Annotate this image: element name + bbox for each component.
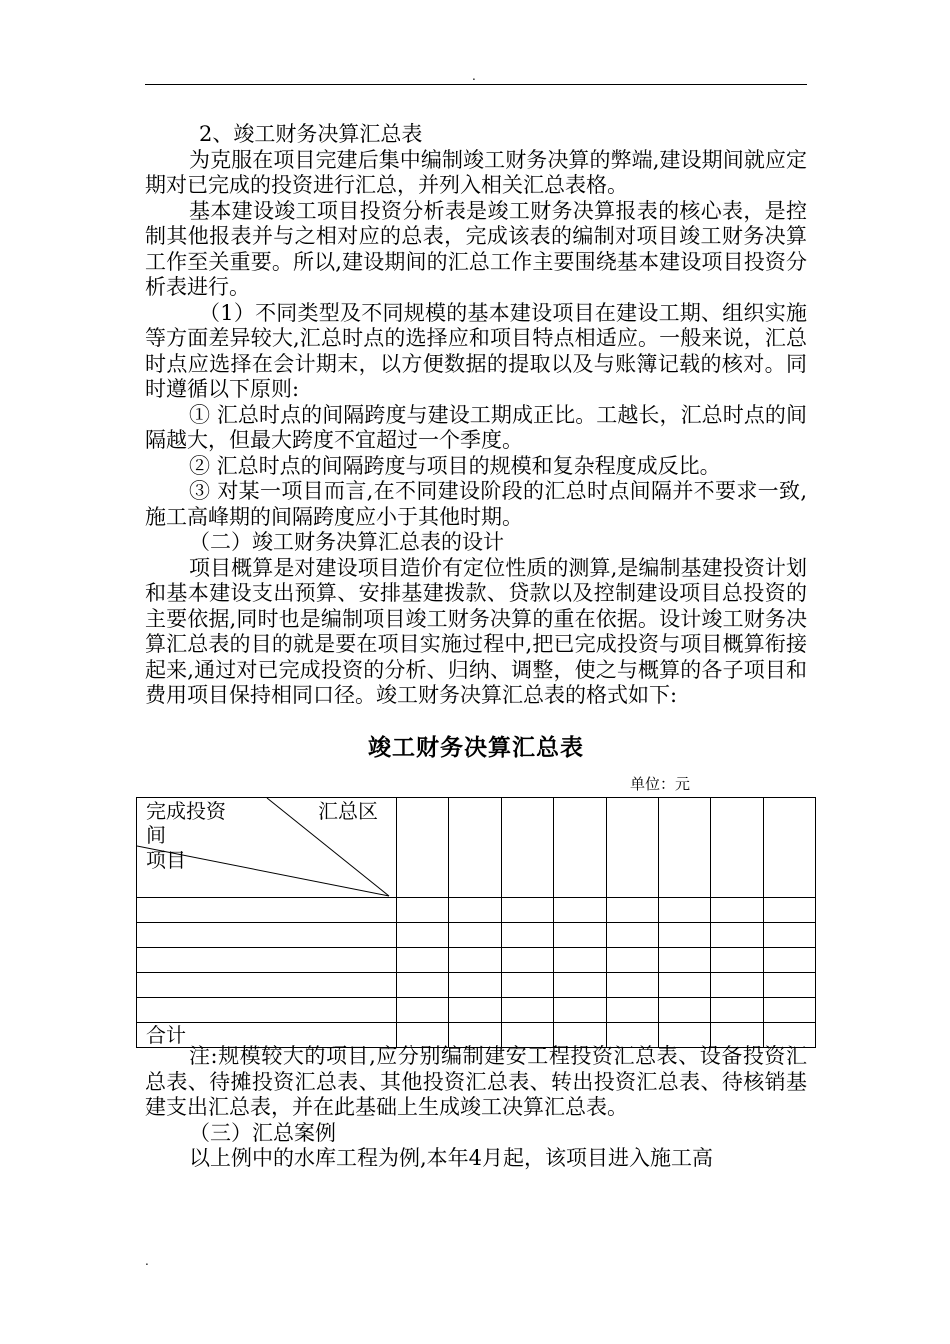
diagonal-header-cell	[137, 798, 397, 898]
table-cell	[711, 948, 763, 973]
table-cell	[449, 898, 501, 923]
table-cell	[501, 923, 553, 948]
table-cell	[449, 998, 501, 1023]
table-cell	[658, 973, 710, 998]
table-cell	[763, 973, 815, 998]
table-cell	[137, 923, 397, 948]
table-cell	[137, 998, 397, 1023]
paragraph: 基本建设竣工项目投资分析表是竣工财务决算报表的核心表，是控制其他报表并与之相对应的总表，完成该表的编制对项目竣工财务决算工作至关重要。所以,建设期间的汇总工作主要围绕基本建设项目投资分析表进行。	[145, 198, 807, 299]
table-cell	[554, 798, 606, 898]
table-cell	[449, 948, 501, 973]
table-cell	[397, 998, 449, 1023]
table-row	[137, 898, 816, 923]
subsection-heading: （二）竣工财务决算汇总表的设计	[189, 530, 504, 554]
table-cell	[397, 923, 449, 948]
body-section-1	[145, 122, 807, 709]
list-item: ③ 对某一项目而言,在不同建设阶段的汇总时点间隔并不要求一致,施工高峰期的间隔跨度应小于其他时期。	[145, 479, 807, 529]
list-item: ② 汇总时点的间隔跨度与项目的规模和复杂程度成反比。	[189, 453, 721, 478]
table-cell	[554, 998, 606, 1023]
table-cell	[554, 948, 606, 973]
note-paragraph: 注:规模较大的项目,应分别编制建安工程投资汇总表、设备投资汇总表、待摊投资汇总表、其他投资汇总表、转出投资汇总表、待核销基建支出汇总表，并在此基础上生成竣工决算汇总表。	[145, 1044, 807, 1119]
table-row	[137, 998, 816, 1023]
table-cell	[606, 898, 658, 923]
table-cell	[606, 973, 658, 998]
table-cell	[397, 798, 449, 898]
table-cell	[606, 798, 658, 898]
table-cell	[501, 948, 553, 973]
header-dot: .	[472, 69, 476, 83]
table-cell	[554, 898, 606, 923]
list-item: ① 汇总时点的间隔跨度与建设工期成正比。工越长，汇总时点的间隔越大，但最大跨度不宜超过一个季度。	[145, 402, 807, 452]
table-title: 竣工财务决算汇总表	[368, 734, 584, 761]
table-cell	[606, 998, 658, 1023]
paragraph: 为克服在项目完建后集中编制竣工财务决算的弊端,建设期间就应定期对已完成的投资进行汇总，并列入相关汇总表格。	[145, 147, 807, 197]
table-cell	[658, 898, 710, 923]
subsection-heading: （三）汇总案例	[189, 1120, 336, 1145]
table-cell	[501, 798, 553, 898]
table-cell	[763, 998, 815, 1023]
table-cell	[501, 973, 553, 998]
table-cell	[397, 898, 449, 923]
table-cell	[137, 973, 397, 998]
table-cell	[554, 973, 606, 998]
table-cell	[763, 898, 815, 923]
table-unit: 单位：元	[630, 775, 691, 793]
table-cell	[449, 973, 501, 998]
table-cell	[711, 998, 763, 1023]
paragraph: 项目概算是对建设项目造价有定位性质的测算,是编制基建投资计划和基本建设支出预算、安排基建拨款、贷款以及控制建设项目总投资的主要依据,同时也是编制项目竣工财务决算的重在依据。设计竣工财务决算汇总表的目的就是要在项目实施过程中,把已完成投资与项目概算衔接起来,通过对已完成投资的分析、归纳、调整，使之与概算的各子项目和费用项目保持相同口径。竣工财务决算汇总表的格式如下:	[145, 555, 807, 707]
table-cell	[711, 923, 763, 948]
table-cell	[763, 923, 815, 948]
table-row	[137, 973, 816, 998]
paragraph: 以上例中的水库工程为例,本年4月起，该项目进入施工高	[189, 1146, 714, 1170]
table-cell	[763, 948, 815, 973]
table-row	[137, 923, 816, 948]
table-cell	[137, 948, 397, 973]
header-rule	[145, 84, 807, 85]
table-cell	[606, 948, 658, 973]
section-heading: 2、竣工财务决算汇总表	[199, 122, 423, 146]
table-cell	[658, 798, 710, 898]
table-cell	[137, 898, 397, 923]
table-cell	[501, 898, 553, 923]
header-completed-investment: 完成投资	[146, 799, 226, 823]
table-cell	[501, 998, 553, 1023]
table-cell	[711, 798, 763, 898]
paragraph: （1）不同类型及不同规模的基本建设项目在建设工期、组织实施等方面差异较大,汇总时点的选择应和项目特点相适应。一般来说，汇总时点应选择在会计期末，以方便数据的提取以及与账簿记载的核对。同时遵循以下原则:	[145, 300, 807, 401]
table-row	[137, 948, 816, 973]
table-cell	[449, 798, 501, 898]
header-item: 项目	[146, 848, 186, 872]
body-section-2	[145, 1044, 807, 1172]
table-header-row	[137, 798, 816, 898]
table-cell	[658, 923, 710, 948]
summary-table	[136, 797, 816, 1048]
table-cell	[606, 923, 658, 948]
table-cell	[449, 923, 501, 948]
table-cell	[554, 923, 606, 948]
header-wrap-char: 间	[146, 823, 166, 847]
table-cell	[763, 798, 815, 898]
footer-dot: .	[145, 1254, 149, 1268]
table-cell	[658, 948, 710, 973]
table-cell	[658, 998, 710, 1023]
table-cell	[397, 948, 449, 973]
table-cell	[711, 898, 763, 923]
total-label: 合计	[146, 1023, 186, 1047]
table-cell	[397, 973, 449, 998]
table-cell	[711, 973, 763, 998]
header-summary-period: 汇总区	[318, 799, 378, 823]
